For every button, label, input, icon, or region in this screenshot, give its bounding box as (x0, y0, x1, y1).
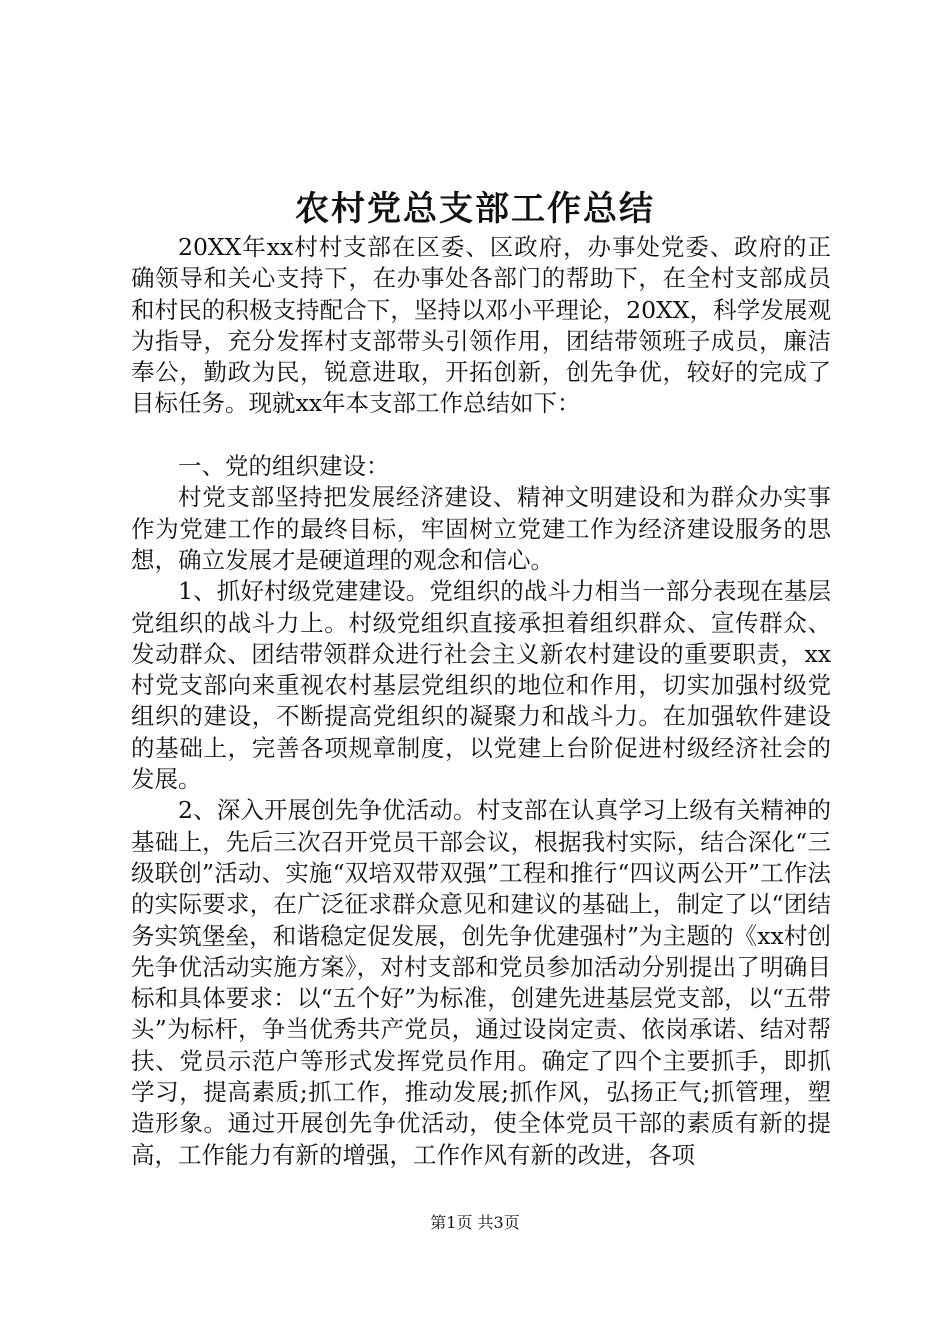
paragraph-party-branch-goals: 村党支部坚持把发展经济建设、精神文明建设和为群众办实事作为党建工作的最终目标，牢固树立党建工作为经济建设服务的思想，确立发展才是硬道理的观念和信心。 (131, 483, 831, 574)
document-title: 农村党总支部工作总结 (295, 189, 655, 229)
paragraph-item-2: 2、深入开展创先争优活动。村支部在认真学习上级有关精神的基础上，先后三次召开党员干部会议，根据我村实际，结合深化“三级联创”活动、实施“双培双带双强”工程和推行“四议两公开”工作法的实际要求，在广泛征求群众意见和建议的基础上，制定了以“团结务实筑堡垒，和谐稳定促发展，创先争优建强村”为主题的《xx村创先争优活动实施方案》，对村支部和党员参加活动分别提出了明确目标和具体要求：以“五个好”为标准，创建先进基层党支部，以“五带头”为标杆，争当优秀共产党员，通过设岗定责、依岗承诺、结对帮扶、党员示范户等形式发挥党员作用。确定了四个主要抓手，即抓学习，提高素质;抓工作，推动发展;抓作风，弘扬正气;抓管理，塑造形象。通过开展创先争优活动，使全体党员干部的素质有新的提高，工作能力有新的增强，工作作风有新的改进，各项 (131, 796, 831, 1169)
page-footer: 第1页 共3页 (430, 1213, 520, 1232)
paragraph-intro: 20XX年xx村村支部在区委、区政府，办事处党委、政府的正确领导和关心支持下，在办事处各部门的帮助下，在全村支部成员和村民的积极支持配合下，坚持以邓小平理论，20XX，科学发展观为指导，充分发挥村支部带头引领作用，团结带领班子成员，廉洁奉公，勤政为民，锐意进取，开拓创新，创先争优，较好的完成了目标任务。现就xx年本支部工作总结如下： (131, 233, 831, 418)
document-body (131, 232, 831, 1171)
paragraph-item-1: 1、抓好村级党建建设。党组织的战斗力相当一部分表现在基层党组织的战斗力上。村级党组织直接承担着组织群众、宣传群众、发动群众、团结带领群众进行社会主义新农村建设的重要职责，xx村党支部向来重视农村基层党组织的地位和作用，切实加强村级党组织的建设，不断提高党组织的凝聚力和战斗力。在加强软件建设的基础上，完善各项规章制度，以党建上台阶促进村级经济社会的发展。 (131, 577, 831, 794)
section-heading-party-organization: 一、党的组织建设： (178, 452, 390, 481)
paragraph-spacer (131, 420, 831, 451)
